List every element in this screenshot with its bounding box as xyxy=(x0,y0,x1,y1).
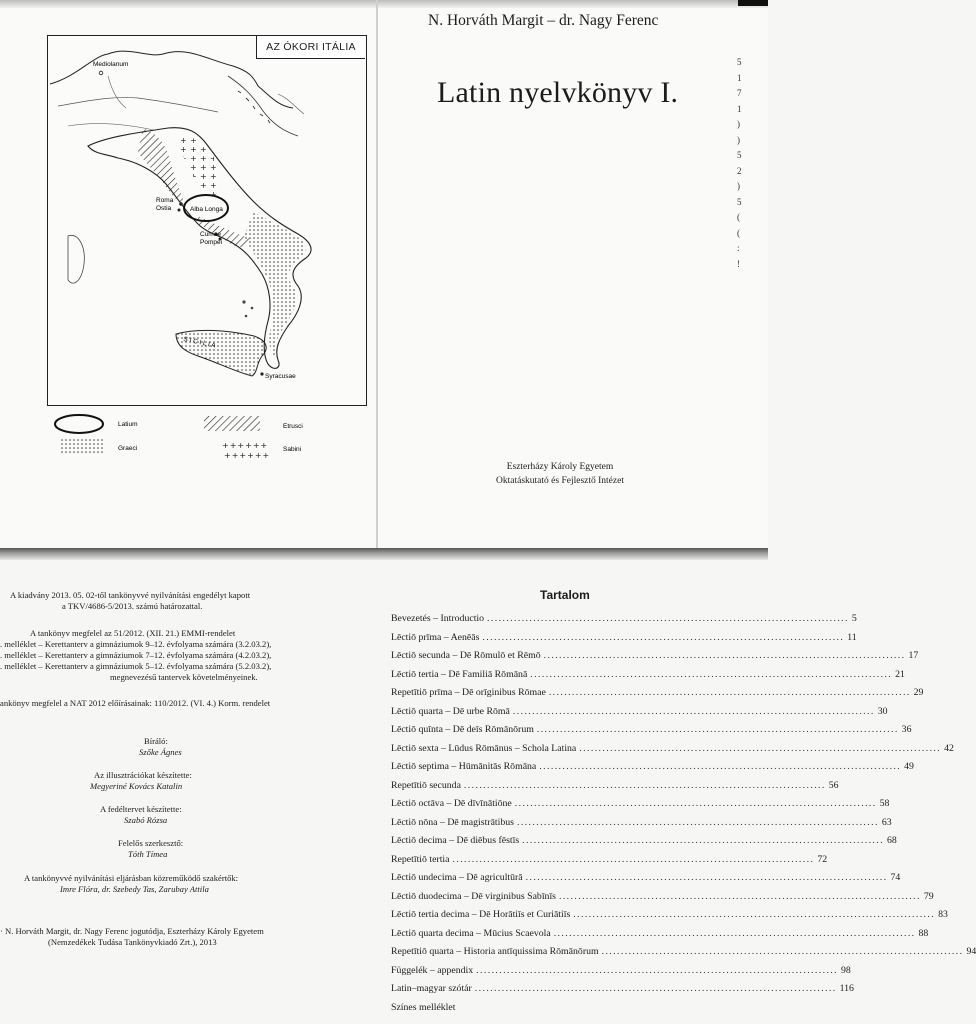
publisher-institute: Oktatáskutató és Fejlesztő Intézet xyxy=(496,476,624,486)
cover-label: A fedéltervet készítette: xyxy=(100,804,182,814)
toc-entry-title: Lēctiō septima – Hūmānitās Rōmāna xyxy=(391,761,537,772)
toc-entry-title: Színes melléklet xyxy=(391,1001,456,1013)
toc-entry: Lēctiō tertia – Dē Familiā Rōmānā .............................................................................................. 21 xyxy=(391,668,905,680)
legend-latium: Latium xyxy=(118,421,138,428)
reviewer-label: Bíráló: xyxy=(144,736,168,746)
toc-entry: Lēctiō septima – Hūmānitās Rōmāna .............................................................................................. 49 xyxy=(391,761,914,772)
edge-mark: 5 xyxy=(737,57,742,67)
toc-entry: Repetītiō secunda .............................................................................................. 56 xyxy=(391,779,839,791)
decree-line-1: A tankönyv megfelel az 51/2012. (XII. 21.) EMMI-rendelet xyxy=(30,628,236,638)
toc-entry-page: 30 xyxy=(877,705,888,717)
place-pompei: Pompei xyxy=(200,239,223,246)
edge-mark: ( xyxy=(737,212,740,222)
copyright-line-1: · N. Horváth Margit, dr. Nagy Ferenc jogutódja, Eszterházy Károly Egyetem xyxy=(0,926,264,936)
toc-entry-title: Lēctiō sexta – Lūdus Rōmānus – Schola Latina xyxy=(391,742,577,754)
toc-entry-title: Bevezetés – Introductio xyxy=(391,613,485,624)
place-ostia: Ostia xyxy=(156,205,172,212)
edge-mark: 2 xyxy=(737,165,742,176)
copyright-line-2: (Nemzedékek Tudása Tankönyvkiadó Zrt.), 2013 xyxy=(48,937,217,947)
toc-entry-title: Repetītiō prīma – Dē orīginibus Rōmae xyxy=(391,687,546,698)
decree-line-2: . melléklet – Kerettanterv a gimnáziumok 9–12. évfolyama számára (3.2.03.2), xyxy=(0,639,272,649)
book-authors: N. Horváth Margit – dr. Nagy Ferenc xyxy=(428,12,659,29)
decree-line-5: megnevezésű tantervek követelményeinek. xyxy=(110,672,258,682)
toc-entry: Lēctiō secunda – Dē Rōmulō et Rēmō .............................................................................................. 17 xyxy=(391,650,919,661)
decree-line-4: . melléklet – Kerettanterv a gimnáziumok 5–12. évfolyama számára (5.2.03.2), xyxy=(0,661,272,671)
toc-entry-title: Latin–magyar szótár xyxy=(391,983,472,994)
toc-entry-title: Lēctiō tertia – Dē Familiā Rōmānā xyxy=(391,668,528,680)
legend-graeci-symbol xyxy=(60,439,104,453)
approval-line-1: A kiadvány 2013. 05. 02-től tankönyvvé nyilvánítási engedélyt kapott xyxy=(10,590,251,600)
toc-entry-page: 42 xyxy=(944,742,954,754)
toc-entry-page: 116 xyxy=(839,983,854,994)
ostia-marker xyxy=(178,209,181,212)
toc-entry-title: Lēctiō decima – Dē diēbus fēstīs xyxy=(391,835,520,846)
edge-marks xyxy=(737,55,742,272)
svg-text:++++++: ++++++ xyxy=(224,451,271,460)
toc-entry-page: 36 xyxy=(901,724,912,735)
edge-mark: ( xyxy=(737,227,740,238)
toc-entry: Lēctiō duodecima – Dē virginibus Sabīnīs .............................................................................................. 79 xyxy=(391,890,934,902)
toc-entry-page: 11 xyxy=(847,631,857,643)
toc-entry: Repetītiō quarta – Historia antīquissima Rōmānōrum .............................................................................................. 94 xyxy=(391,946,976,957)
toc-entry: Lēctiō quīnta – Dē deīs Rōmānōrum .............................................................................................. 36 xyxy=(391,724,912,735)
edge-mark: : xyxy=(737,243,740,253)
toc-entry-page: 17 xyxy=(908,650,919,661)
toc-title: Tartalom xyxy=(540,588,590,602)
italy-map xyxy=(48,36,364,403)
toc-entry-title: Lēctiō quarta – Dē urbe Rōmā xyxy=(391,705,510,717)
decree-line-3: . melléklet – Kerettanterv a gimnáziumok 7–12. évfolyama számára (4.2.03.2), xyxy=(0,650,272,660)
place-mediolanum: Mediolanum xyxy=(93,61,129,68)
toc-entry: Lēctiō octāva – Dē dīvīnātiōne .............................................................................................. 58 xyxy=(391,798,890,809)
roma-marker xyxy=(179,202,183,206)
toc-entry-page: 88 xyxy=(918,927,929,939)
toc-entry-page: 56 xyxy=(828,779,839,791)
page-top-edge xyxy=(0,0,768,8)
publisher xyxy=(440,460,680,488)
toc-entry: Lēctiō quarta – Dē urbe Rōmā .............................................................................................. 30 xyxy=(391,705,888,717)
editor-label: Felelős szerkesztő: xyxy=(118,838,184,848)
edge-mark: 1 xyxy=(737,103,742,114)
toc-entry-title: Lēctiō prīma – Aenēās xyxy=(391,631,480,643)
place-cumae: Cumae xyxy=(200,231,221,238)
edge-mark: ) xyxy=(737,134,740,145)
syracusae-marker xyxy=(260,372,263,375)
toc-entry-title: Lēctiō quīnta – Dē deīs Rōmānōrum xyxy=(391,724,534,735)
toc-entry: Repetītiō prīma – Dē orīginibus Rōmae .............................................................................................. 29 xyxy=(391,687,924,698)
book-gutter xyxy=(376,0,378,552)
edge-mark: ) xyxy=(737,119,740,129)
nat-line: ankönyv megfelel a NAT 2012 előírásainak: 110/2012. (VI. 4.) Korm. rendelet xyxy=(0,698,271,708)
edge-mark: 7 xyxy=(737,88,742,98)
toc-entry-title: Lēctiō nōna – Dē magistrātibus xyxy=(391,816,514,828)
legend-etrusci: Etrusci xyxy=(283,423,303,430)
map-po-valley xyxy=(58,98,218,112)
toc-entry: Lēctiō prīma – Aenēās .............................................................................................. 11 xyxy=(391,631,857,643)
toc-entry-title: Lēctiō secunda – Dē Rōmulō et Rēmō xyxy=(391,650,541,661)
legend-sabini: Sabini xyxy=(283,446,302,453)
editor-name: Tóth Tímea xyxy=(128,849,168,859)
edge-mark: ! xyxy=(737,258,740,269)
toc-entry-page: 98 xyxy=(841,964,851,976)
toc-entry-page: 79 xyxy=(923,890,934,902)
toc-entry-title: Függelék – appendix xyxy=(391,964,474,976)
toc-entry-title: Repetītiō tertia xyxy=(391,853,450,865)
toc-entry-title: Lēctiō undecima – Dē agricultūrā xyxy=(391,872,523,883)
legend-latium-symbol xyxy=(55,415,103,433)
corner-mark xyxy=(738,0,768,6)
toc-entry: Lēctiō tertia decima – Dē Horātiīs et Curiātiīs .............................................................................................. 83 xyxy=(391,909,948,920)
toc-entry-page: 83 xyxy=(938,909,948,920)
toc-entry: Lēctiō quarta decima – Mūcius Scaevola .............................................................................................. 88 xyxy=(391,927,929,939)
toc-entry: Bevezetés – Introductio .............................................................................................. 5 xyxy=(391,613,857,624)
toc-entry-title: Repetītiō secunda xyxy=(391,779,461,791)
toc-entry: Lēctiō undecima – Dē agricultūrā .............................................................................................. 74 xyxy=(391,872,901,883)
toc-entry: Függelék – appendix .............................................................................................. 98 xyxy=(391,964,851,976)
toc-entry-page: 49 xyxy=(904,761,914,772)
map-alps-coast xyxy=(50,51,293,108)
experts-names: Imre Flóra, dr. Szebedy Tas, Zarubay Attila xyxy=(60,884,209,894)
toc-entry-page: 58 xyxy=(879,798,890,809)
toc-entry-page: 29 xyxy=(913,687,924,698)
toc-entry-title: Lēctiō tertia decima – Dē Horātiīs et Curiātiīs xyxy=(391,909,571,920)
legend-graeci: Graeci xyxy=(118,445,138,452)
toc-entry-page: 72 xyxy=(817,853,828,865)
place-roma: Roma xyxy=(156,197,174,204)
edge-mark: 1 xyxy=(737,72,742,83)
toc-entry-page: 5 xyxy=(851,613,857,624)
toc-entry: Latin–magyar szótár .............................................................................................. 116 xyxy=(391,983,854,994)
toc-entry: Repetītiō tertia .............................................................................................. 72 xyxy=(391,853,828,865)
place-syracusae: Syracusae xyxy=(265,373,296,380)
toc-entry-page: 68 xyxy=(886,835,897,846)
legend-etrusci-symbol xyxy=(204,416,260,431)
cover-name: Szabó Rózsa xyxy=(124,815,168,825)
toc-entry xyxy=(391,1002,740,1021)
toc-entry-title: Lēctiō quarta decima – Mūcius Scaevola xyxy=(391,927,551,939)
experts-label: A tankönyvvé nyilvánítási eljárásban közreműködő szakértők: xyxy=(24,873,239,883)
map-legend xyxy=(52,410,352,470)
edge-mark: ) xyxy=(737,181,740,191)
toc-entry-title: Repetītiō quarta – Historia antīquissima Rōmānōrum xyxy=(391,946,599,957)
place-sicilia: S I C I L I A xyxy=(182,335,217,350)
toc-entry-page: 94 xyxy=(966,946,976,957)
map-title: AZ ÓKORI ITÁLIA xyxy=(256,36,365,59)
toc-entry: Lēctiō decima – Dē diēbus fēstīs .............................................................................................. 68 xyxy=(391,835,897,846)
mediolanum-marker xyxy=(99,71,103,75)
edge-mark: 5 xyxy=(737,150,742,160)
illustrator-name: Megyeriné Kovács Katalin xyxy=(90,781,183,791)
table-of-contents xyxy=(391,613,976,1020)
publisher-name: Eszterházy Károly Egyetem xyxy=(506,462,614,472)
illustrator-label: Az illusztrációkat készítette: xyxy=(94,770,192,780)
reviewer-name: Szőke Ágnes xyxy=(139,747,182,757)
place-alba-longa: Alba Longa xyxy=(190,206,223,213)
toc-entry-title: Lēctiō octāva – Dē dīvīnātiōne xyxy=(391,798,512,809)
toc-entry-page: 63 xyxy=(881,816,892,828)
toc-entry: Lēctiō sexta – Lūdus Rōmānus – Schola Latina .............................................................................................. 42 xyxy=(391,742,954,754)
approval-line-2: a TKV/4686-5/2013. számú határozattal. xyxy=(62,601,203,611)
book-page-edge xyxy=(0,548,768,560)
toc-entry-page: 21 xyxy=(895,668,905,680)
toc-entry-title: Lēctiō duodecima – Dē virginibus Sabīnīs xyxy=(391,890,556,902)
toc-entry-page: 74 xyxy=(890,872,901,883)
book-title: Latin nyelvkönyv I. xyxy=(437,76,679,109)
edge-mark: 5 xyxy=(737,196,742,207)
legend-sabini-symbol: ++++++ xyxy=(222,441,269,450)
toc-entry: Lēctiō nōna – Dē magistrātibus .............................................................................................. 63 xyxy=(391,816,892,828)
